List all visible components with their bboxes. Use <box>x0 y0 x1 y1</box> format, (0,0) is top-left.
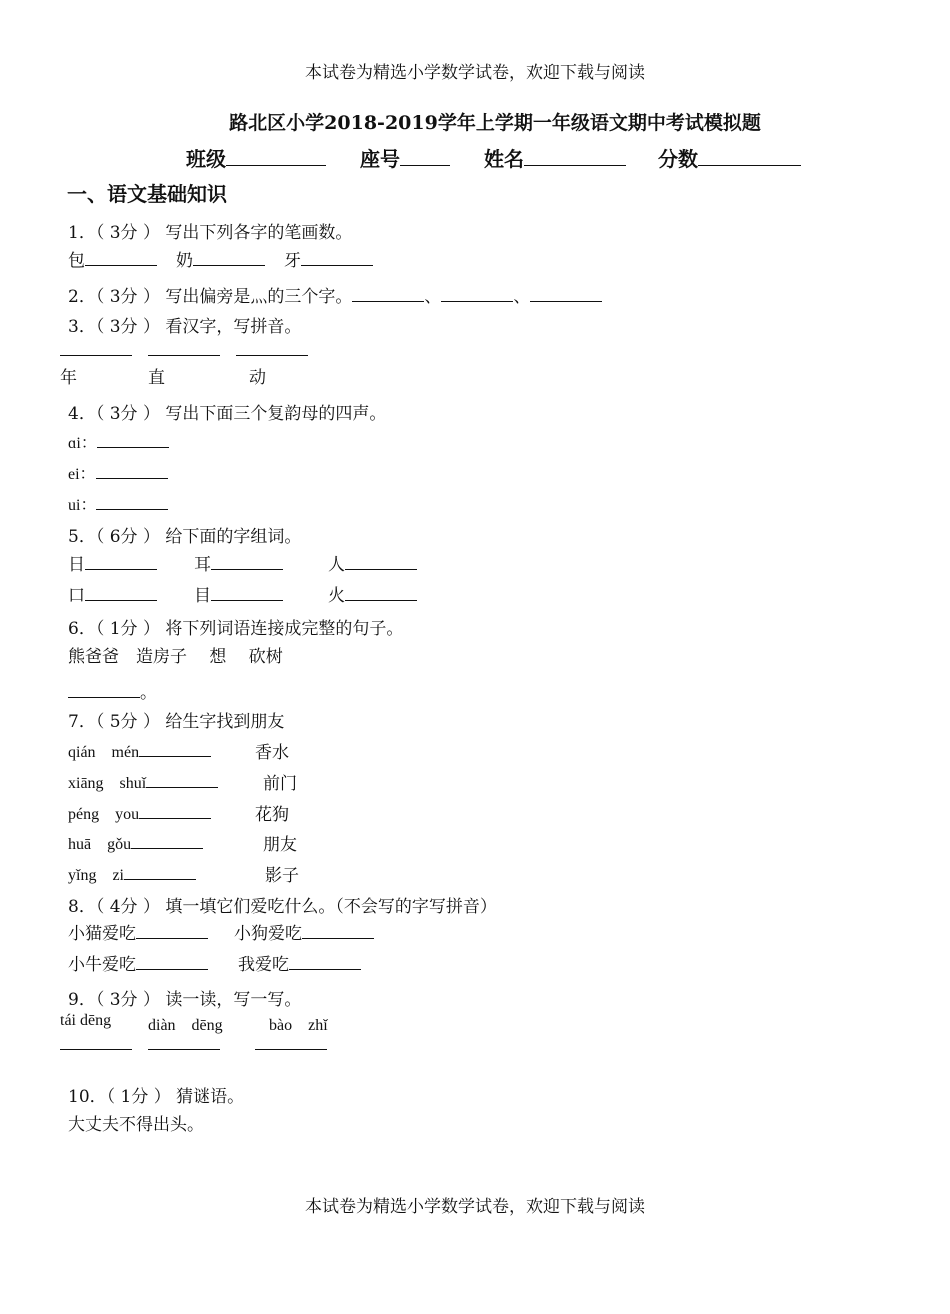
q8-item-3: 小牛爱吃 <box>68 950 208 975</box>
q7-word-1: 香水 <box>255 743 289 763</box>
q4-final-2: ei： <box>68 461 168 484</box>
q5-item-4: 口 <box>68 581 157 606</box>
q3-blank-2 <box>148 355 220 356</box>
q7-word-4: 朋友 <box>263 835 297 855</box>
q1-prompt: 1．（ 3分 ） 写出下列各字的笔画数。 <box>68 223 353 243</box>
q9-blank-3 <box>255 1049 327 1050</box>
q7-pinyin-2: xiāng shuǐ <box>68 770 218 793</box>
q2-prompt: 2．（ 3分 ） 写出偏旁是灬的三个字。 、 、 <box>68 282 602 307</box>
q5-item-1: 日 <box>68 550 157 575</box>
q6-words: 熊爸爸 造房子 想 砍树 <box>68 647 283 667</box>
q5-item-6: 火 <box>328 581 417 606</box>
q9-pinyin-1: tái dēng <box>60 1012 112 1029</box>
q6-answer: 。 <box>68 678 157 703</box>
q3-prompt: 3．（ 3分 ） 看汉字，写拼音。 <box>68 317 302 337</box>
score-field: 分数 <box>658 143 801 172</box>
q5-prompt: 5．（ 6分 ） 给下面的字组词。 <box>68 527 302 547</box>
q8-item-1: 小猫爱吃 <box>68 919 208 944</box>
q9-prompt: 9．（ 3分 ） 读一读，写一写。 <box>68 990 302 1010</box>
q6-prompt: 6．（ 1分 ） 将下列词语连接成完整的句子。 <box>68 619 404 639</box>
footer-note: 本试卷为精选小学数学试卷，欢迎下载与阅读 <box>305 1197 645 1217</box>
q7-pinyin-3: péng you <box>68 801 211 824</box>
q7-prompt: 7．（ 5分 ） 给生字找到朋友 <box>68 712 285 732</box>
q10-riddle: 大丈夫不得出头。 <box>68 1115 204 1135</box>
q7-pinyin-1: qián mén <box>68 739 211 762</box>
q5-item-5: 目 <box>194 581 283 606</box>
q5-item-3: 人 <box>328 550 417 575</box>
q7-word-5: 影子 <box>265 866 299 886</box>
q7-word-2: 前门 <box>263 774 297 794</box>
q9-pinyin-2: diàn dēng <box>148 1017 223 1034</box>
q9-blank-1 <box>60 1049 132 1050</box>
q3-char-3: 动 <box>249 368 266 388</box>
q3-blank-1 <box>60 355 132 356</box>
q8-prompt: 8．（ 4分 ） 填一填它们爱吃什么。（不会写的字写拼音） <box>68 897 497 917</box>
q4-prompt: 4．（ 3分 ） 写出下面三个复韵母的四声。 <box>68 404 387 424</box>
q1-answer-1: 包 <box>68 246 157 271</box>
q8-item-4: 我爱吃 <box>238 950 361 975</box>
q4-final-3: ui： <box>68 492 168 515</box>
q1-answer-2: 奶 <box>176 246 265 271</box>
q5-item-2: 耳 <box>194 550 283 575</box>
q10-prompt: 10．（ 1分 ） 猜谜语。 <box>68 1087 245 1107</box>
q7-word-3: 花狗 <box>255 805 289 825</box>
q3-char-2: 直 <box>148 368 165 388</box>
q4-final-1: ɑi： <box>68 430 169 453</box>
section-heading: 一、语文基础知识 <box>67 182 227 206</box>
q7-pinyin-5: yǐng zi <box>68 862 196 885</box>
q8-item-2: 小狗爱吃 <box>234 919 374 944</box>
header-note: 本试卷为精选小学数学试卷，欢迎下载与阅读 <box>305 63 645 83</box>
q9-pinyin-3: bào zhǐ <box>269 1017 328 1034</box>
q3-char-1: 年 <box>60 368 77 388</box>
name-field: 姓名 <box>484 143 626 172</box>
page-title: 路北区小学2018-2019学年上学期一年级语文期中考试模拟题 <box>229 112 761 134</box>
q7-pinyin-4: huā gǒu <box>68 831 203 854</box>
q1-answer-3: 牙 <box>284 246 373 271</box>
seat-field: 座号 <box>360 143 450 172</box>
q3-blank-3 <box>236 355 308 356</box>
class-field: 班级 <box>186 143 326 172</box>
q9-blank-2 <box>148 1049 220 1050</box>
